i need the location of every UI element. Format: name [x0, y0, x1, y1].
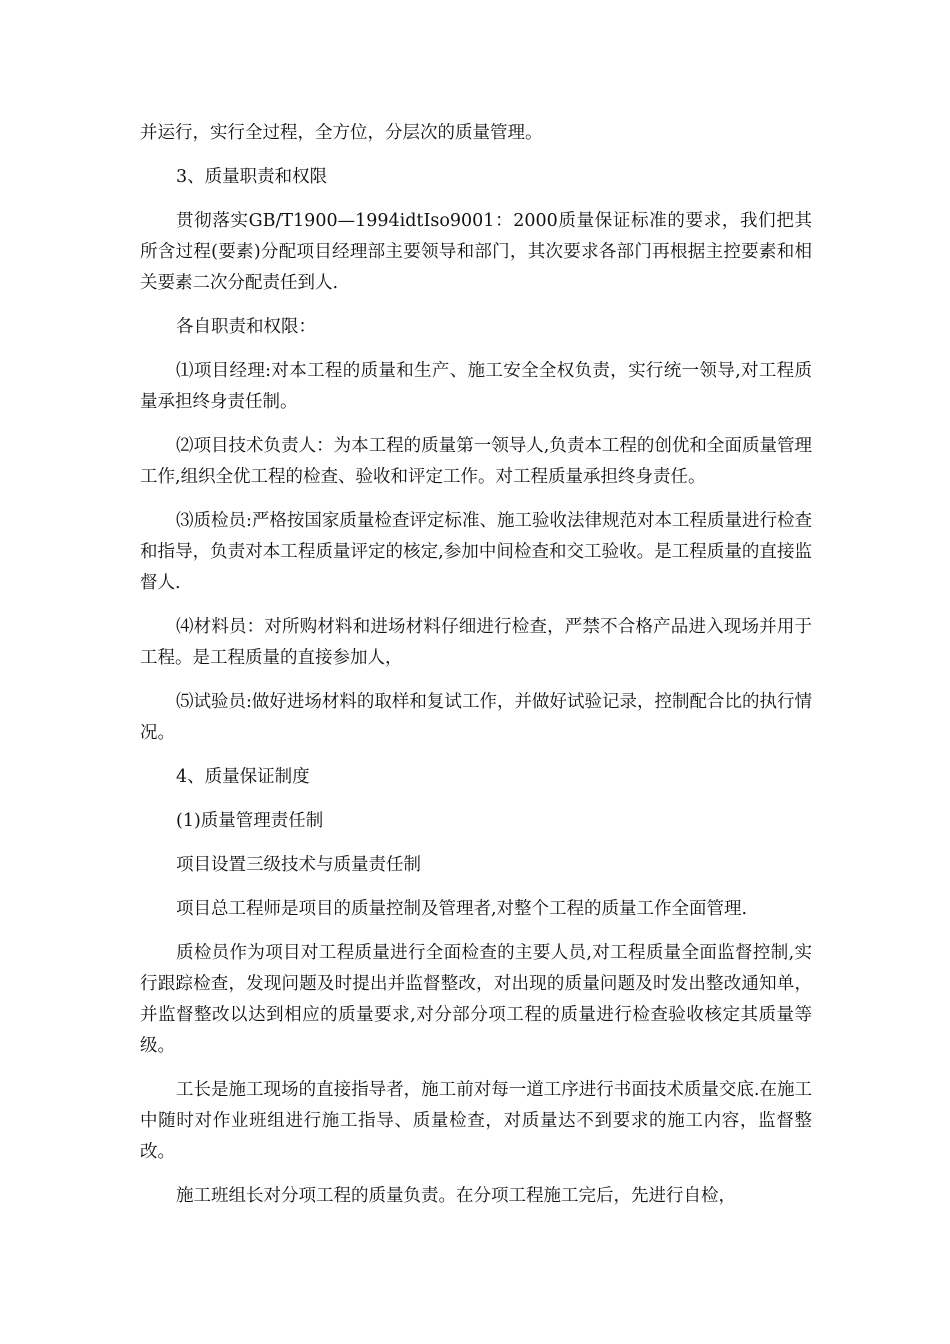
paragraph-test-officer: ⑸试验员:做好进场材料的取样和复试工作，并做好试验记录，控制配合比的执行情况。 [140, 692, 812, 743]
section-heading-quality-responsibilities: 3、质量职责和权限 [176, 167, 328, 187]
paragraph-inspector-duties: 质检员作为项目对工程质量进行全面检查的主要人员,对工程质量全面监督控制,实行跟踪检查，发现问题及时提出并监督整改，对出现的质量问题及时发出整改通知单，并监督整改以达到相应的质量要求,对分部分项工程的质量进行检查验收核定其质量等级。 [140, 943, 812, 1056]
paragraph-continuation: 并运行，实行全过程，全方位，分层次的质量管理。 [140, 123, 543, 143]
paragraph-standard-implementation: 贯彻落实GB/T1900—1994idtIso9001：2000质量保证标准的要求，我们把其所含过程(要素)分配项目经理部主要领导和部门，其次要求各部门再根据主控要素和相关要素二次分配责任到人. [140, 211, 812, 293]
paragraph-quality-inspector: ⑶质检员:严格按国家质量检查评定标准、施工验收法律规范对本工程质量进行检查和指导，负责对本工程质量评定的核定,参加中间检查和交工验收。是工程质量的直接监督人. [140, 511, 812, 593]
paragraph-foreman-duties: 工长是施工现场的直接指导者，施工前对每一道工序进行书面技术质量交底.在施工中随时对作业班组进行施工指导、质量检查，对质量达不到要求的施工内容，监督整改。 [140, 1080, 812, 1162]
paragraph-chief-engineer: 项目总工程师是项目的质量控制及管理者,对整个工程的质量工作全面管理. [176, 899, 748, 919]
paragraph-team-leader: 施工班组长对分项工程的质量负责。在分项工程施工完后，先进行自检， [176, 1186, 736, 1206]
document-body [140, 118, 812, 1225]
paragraph-project-manager: ⑴项目经理:对本工程的质量和生产、施工安全全权负责，实行统一领导,对工程质量承担终身责任制。 [140, 361, 812, 412]
subheading-quality-responsibility-system: (1)质量管理责任制 [176, 811, 324, 831]
paragraph-material-officer: ⑷材料员：对所购材料和进场材料仔细进行检查，严禁不合格产品进入现场并用于工程。是工程质量的直接参加人， [140, 617, 812, 668]
paragraph-three-level-system: 项目设置三级技术与质量责任制 [176, 855, 421, 875]
section-heading-quality-assurance: 4、质量保证制度 [176, 767, 310, 787]
paragraph-technical-lead: ⑵项目技术负责人：为本工程的质量第一领导人,负责本工程的创优和全面质量管理工作,组织全优工程的检查、验收和评定工作。对工程质量承担终身责任。 [140, 436, 812, 487]
paragraph-duties-intro: 各自职责和权限： [176, 317, 316, 337]
